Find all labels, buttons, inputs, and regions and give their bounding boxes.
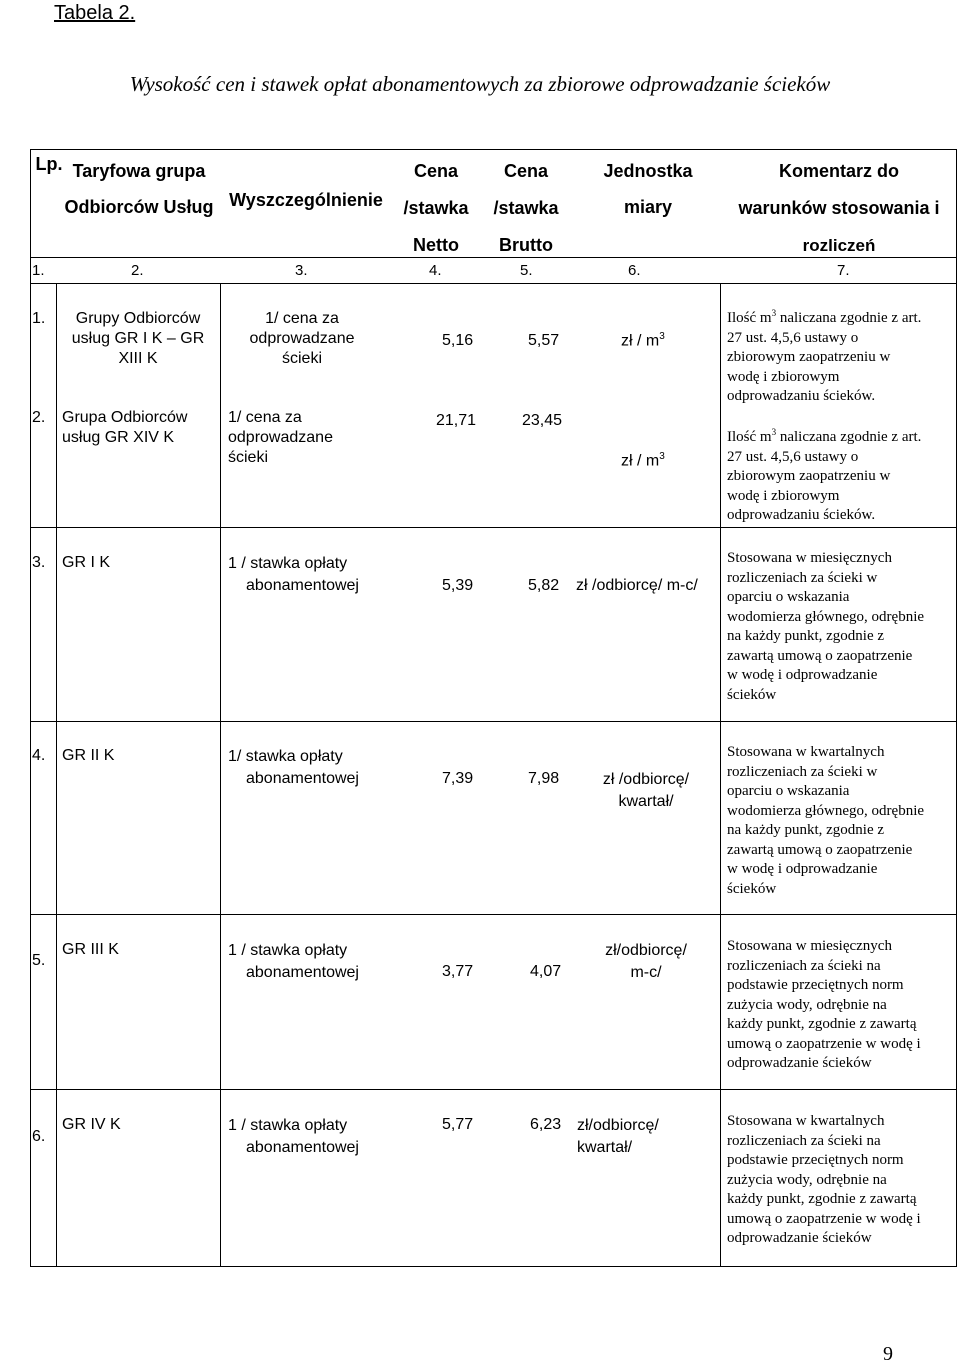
comment-line: wodomierza głównego, odrębnie — [727, 802, 925, 819]
colnum-divider — [30, 283, 957, 284]
header-net-line: /stawka — [403, 198, 469, 218]
row-group-line: usług GR I K – GR — [71, 330, 205, 347]
column-divider — [220, 283, 221, 1267]
row-comment — [727, 937, 921, 1074]
unit-exponent: 3 — [659, 451, 665, 462]
comment-line: rozliczeniach za ścieki w — [727, 569, 878, 586]
row-gross-price: 5,57 — [528, 332, 560, 349]
comment-line: Stosowana w miesięcznych — [727, 550, 892, 566]
table-border-bottom — [30, 1266, 957, 1267]
header-net-line: Netto — [413, 235, 459, 255]
row-lp: 2. — [32, 409, 46, 426]
row-group-line: XIII K — [118, 350, 158, 367]
table-border-left — [30, 149, 31, 1267]
header-gross-line: Brutto — [499, 235, 553, 255]
document-title: Wysokość cen i stawek opłat abonamentowych za zbiorowe odprowadzanie ścieków — [129, 72, 831, 96]
comment-line: Stosowana w kwartalnych — [727, 744, 885, 760]
row-lp: 4. — [32, 747, 46, 764]
comment-line: oparciu o wskazania — [727, 589, 850, 605]
row-spec — [228, 746, 359, 790]
comment-line: ścieków — [727, 880, 777, 897]
row-unit: zł /odbiorcę/ m-c/ — [576, 577, 698, 594]
column-number: 2. — [131, 262, 144, 279]
header-comment-line: Komentarz do — [778, 161, 899, 181]
comment-line: zużycia wody, odrębnie na — [727, 996, 887, 1013]
row-spec-line: 1 / stawka opłaty — [228, 1117, 348, 1134]
row-lp: 6. — [32, 1128, 46, 1145]
row-net-price: 5,39 — [442, 577, 474, 594]
comment-line: zużycia wody, odrębnie na — [727, 1171, 887, 1188]
unit-text: zł / m — [621, 452, 660, 470]
row-net-price: 7,39 — [442, 770, 474, 787]
row-comment — [727, 423, 921, 526]
row-comment — [727, 549, 924, 705]
comment-line: wodę i zbiorowym — [727, 368, 840, 385]
comment-text: Ilość m — [727, 429, 772, 445]
table-border-right — [956, 149, 957, 1267]
header-gross — [480, 153, 572, 264]
row-group-line: Grupa Odbiorców — [62, 409, 188, 426]
comment-line: umową o zaopatrzenie w wodę i — [727, 1035, 921, 1052]
comment-line: podstawie przeciętnych norm — [727, 977, 904, 993]
row-unit — [572, 940, 720, 984]
header-group-line: Odbiorców Usług — [64, 197, 214, 217]
comment-line: zbiorowym zaopatrzeniu w — [727, 468, 891, 484]
row-unit — [621, 331, 665, 351]
row-spec-line: 1 / stawka opłaty — [228, 555, 348, 572]
row-spec-line: odprowadzane — [228, 429, 333, 446]
row-unit-line: m-c/ — [630, 964, 662, 981]
row-net-price: 3,77 — [442, 963, 474, 980]
row-unit-line: kwartał/ — [577, 1139, 633, 1156]
row-spec-line: 1 / stawka opłaty — [228, 942, 348, 959]
row-spec — [222, 309, 382, 369]
comment-line: zawartą umową o zaopatrzenie — [727, 841, 913, 858]
comment-line: na każdy punkt, zgodnie z — [727, 822, 885, 838]
row-comment — [727, 304, 921, 407]
comment-line: 27 ust. 4,5,6 ustawy o — [727, 329, 859, 346]
comment-line: wodę i zbiorowym — [727, 487, 840, 504]
row-unit — [588, 769, 704, 813]
header-spec: Wyszczególnienie — [229, 190, 383, 210]
comment-line: odprowadzanie ścieków — [727, 1230, 872, 1246]
row-spec — [228, 553, 359, 597]
header-gross-line: Cena — [503, 161, 548, 181]
row-lp: 1. — [32, 310, 46, 327]
row-unit-line: kwartał/ — [618, 793, 674, 810]
row-spec-line: odprowadzane — [249, 330, 355, 347]
row-spec-line: abonamentowej — [246, 1139, 359, 1156]
row-unit-line: zł /odbiorcę/ — [602, 771, 690, 788]
comment-line: odprowadzanie ścieków — [727, 1055, 872, 1071]
row-spec-line: ścieki — [281, 350, 322, 367]
table-border-top — [30, 149, 957, 150]
comment-line: odprowadzaniu ścieków. — [727, 388, 876, 404]
row-lp: 3. — [32, 554, 46, 571]
comment-line: zbiorowym zaopatrzeniu w — [727, 349, 891, 365]
row-unit — [577, 1115, 659, 1159]
row-group: GR II K — [62, 747, 115, 764]
comment-line: oparciu o wskazania — [727, 783, 850, 799]
row-spec-line: abonamentowej — [246, 770, 359, 787]
row-net-price: 5,16 — [442, 332, 474, 349]
comment-exponent: 3 — [771, 308, 777, 318]
comment-line: na każdy punkt, zgodnie z — [727, 628, 885, 644]
row-group: GR III K — [62, 941, 119, 958]
header-unit — [590, 153, 706, 225]
column-divider — [56, 283, 57, 1267]
row-divider — [30, 721, 957, 722]
header-comment-line: rozliczeń — [802, 236, 876, 255]
comment-line: odprowadzaniu ścieków. — [727, 507, 876, 523]
row-group: GR IV K — [62, 1116, 121, 1133]
comment-exponent: 3 — [771, 427, 777, 437]
page-number: 9 — [883, 1343, 893, 1365]
table-label: Tabela 2. — [54, 2, 136, 24]
row-spec-line: 1/ stawka opłaty — [228, 748, 343, 765]
comment-text: naliczana zgodnie z art. — [776, 429, 922, 445]
header-unit-line: miary — [623, 197, 673, 217]
column-number: 4. — [429, 262, 442, 279]
row-spec — [228, 408, 333, 468]
column-divider — [720, 283, 721, 1267]
row-group-line: usług GR XIV K — [62, 429, 175, 446]
column-number: 7. — [837, 262, 850, 279]
row-group — [52, 309, 224, 369]
column-number: 1. — [32, 262, 45, 279]
row-comment — [727, 1112, 921, 1249]
row-net-price: 21,71 — [436, 412, 477, 429]
row-gross-price: 23,45 — [522, 412, 563, 429]
row-net-price: 5,77 — [442, 1116, 474, 1133]
row-divider — [30, 1089, 957, 1090]
row-divider — [30, 914, 957, 915]
comment-text: naliczana zgodnie z art. — [776, 310, 922, 326]
comment-line: rozliczeniach za ścieki w — [727, 763, 878, 780]
comment-line: Stosowana w miesięcznych — [727, 938, 892, 954]
column-number: 5. — [520, 262, 533, 279]
comment-line: każdy punkt, zgodnie z zawartą — [727, 1191, 917, 1207]
header-group-line: Taryfowa grupa — [72, 161, 206, 181]
row-divider — [30, 527, 957, 528]
row-group-line: Grupy Odbiorców — [75, 310, 201, 327]
header-unit-line: Jednostka — [603, 161, 693, 181]
row-group: GR I K — [62, 554, 111, 571]
row-group — [62, 408, 187, 448]
comment-line: wodomierza głównego, odrębnie — [727, 608, 925, 625]
row-gross-price: 6,23 — [530, 1116, 562, 1133]
comment-line: 27 ust. 4,5,6 ustawy o — [727, 448, 859, 465]
row-lp: 5. — [32, 952, 46, 969]
unit-text: zł / m — [621, 332, 660, 350]
row-unit-line: zł/odbiorcę/ — [605, 942, 687, 959]
row-unit-line: zł/odbiorcę/ — [577, 1117, 659, 1134]
comment-line: umową o zaopatrzenie w wodę i — [727, 1210, 921, 1227]
row-spec — [228, 940, 359, 984]
row-gross-price: 7,98 — [528, 770, 560, 787]
row-spec-line: 1/ cena za — [228, 409, 302, 426]
row-gross-price: 4,07 — [530, 963, 562, 980]
comment-line: w wodę i odprowadzanie — [727, 667, 878, 683]
row-spec-line: abonamentowej — [246, 577, 359, 594]
comment-line: Stosowana w kwartalnych — [727, 1113, 885, 1129]
comment-line: każdy punkt, zgodnie z zawartą — [727, 1016, 917, 1032]
column-number: 6. — [628, 262, 641, 279]
comment-line: podstawie przeciętnych norm — [727, 1152, 904, 1168]
header-lp: Lp. — [35, 154, 63, 174]
row-spec-line: 1/ cena za — [265, 310, 339, 327]
header-group — [52, 153, 226, 225]
row-unit — [621, 451, 665, 471]
comment-line: rozliczeniach za ścieki na — [727, 957, 881, 974]
header-comment-line: warunków stosowania i — [738, 198, 940, 218]
comment-text: Ilość m — [727, 310, 772, 326]
comment-line: rozliczeniach za ścieki na — [727, 1132, 881, 1149]
header-comment — [722, 153, 956, 264]
comment-line: w wodę i odprowadzanie — [727, 861, 878, 877]
header-gross-line: /stawka — [493, 198, 559, 218]
row-comment — [727, 743, 924, 899]
unit-exponent: 3 — [659, 331, 665, 342]
row-spec — [228, 1115, 359, 1159]
row-spec-line: ścieki — [228, 449, 269, 466]
header-net — [390, 153, 482, 264]
row-spec-line: abonamentowej — [246, 964, 359, 981]
header-net-line: Cena — [413, 161, 458, 181]
row-gross-price: 5,82 — [528, 577, 560, 594]
comment-line: zawartą umową o zaopatrzenie — [727, 647, 913, 664]
comment-line: ścieków — [727, 686, 777, 703]
column-number: 3. — [295, 262, 308, 279]
